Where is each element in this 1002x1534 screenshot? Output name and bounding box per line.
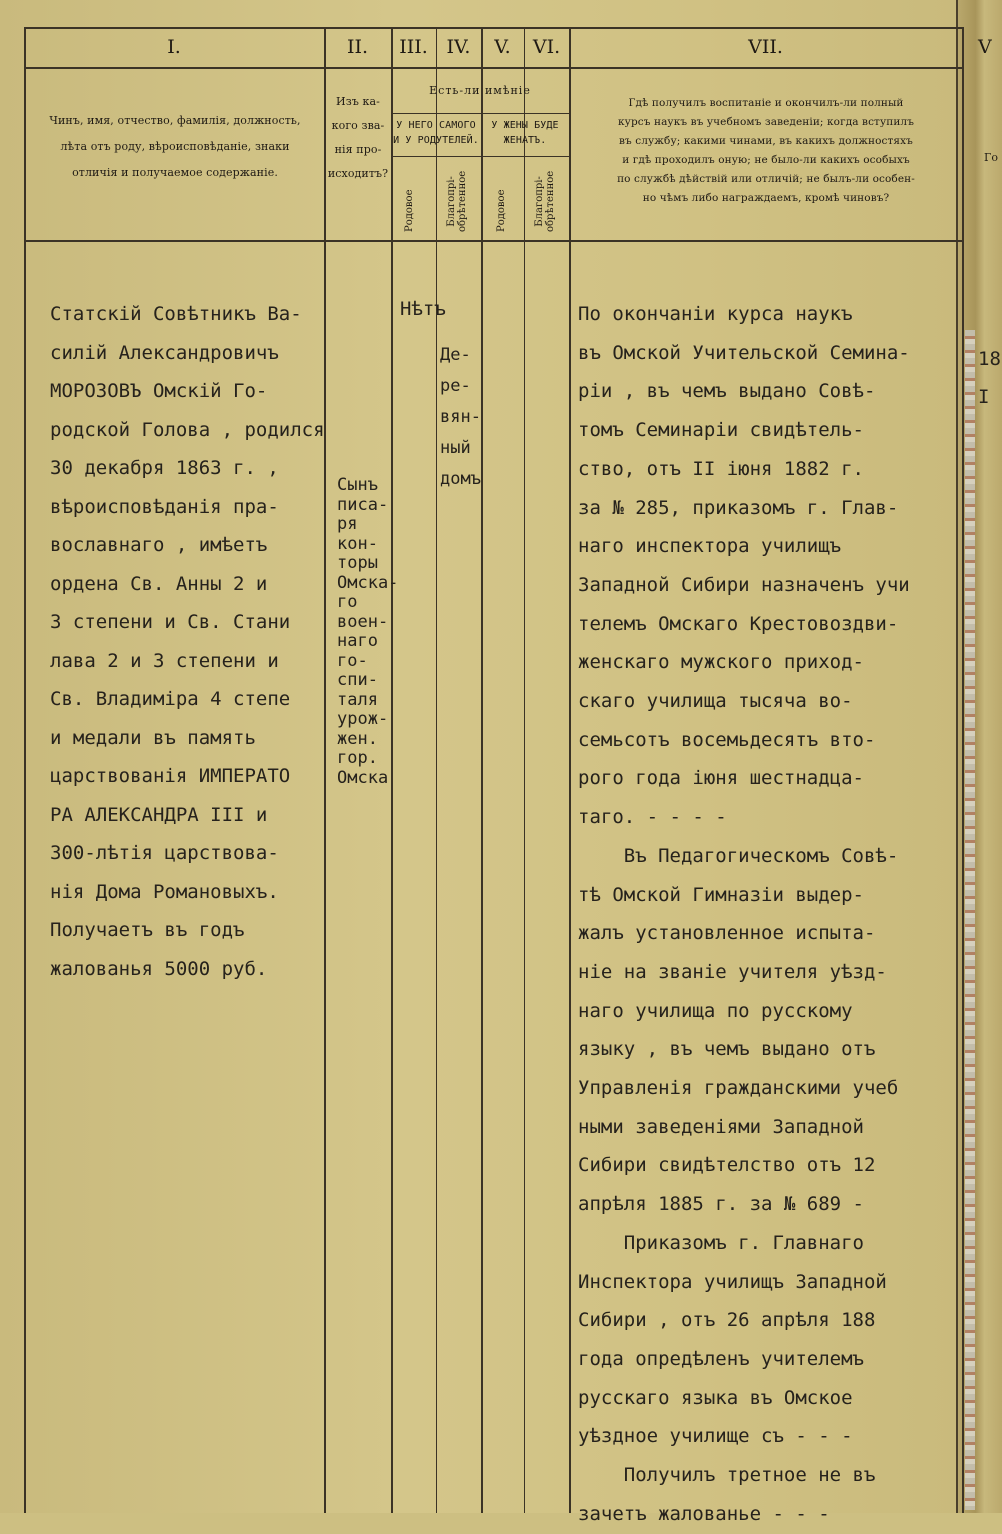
- estate-self-heading: [391, 118, 481, 148]
- estate-title-divider: [391, 113, 569, 114]
- binding-thread: [965, 330, 975, 1510]
- estate-sub-divider: [391, 156, 569, 157]
- col-number-4: IV.: [446, 36, 471, 58]
- col2-desc-line: исходитъ?: [327, 167, 389, 180]
- col2-desc-line: кого зва-: [331, 119, 385, 132]
- col-number-3: III.: [399, 36, 428, 58]
- col-number-6: VI.: [532, 36, 561, 58]
- border-left: [24, 27, 26, 1513]
- col7-education-service: По окончаніи курса наукъ въ Омской Учительской Семина- ріи , въ чемъ выдано Совѣ- томъ Семинаріи свидѣтель- ство, отъ II іюня 1882 г. за № 285, приказомъ г. Глав- наго инспектора училищъ Западной Сибири назначенъ учи телемъ Омскаго Крестовоздви- женскаго мужского приход- скаго училища тысяча во- семьсотъ восемьдесятъ вто- рого года іюня шестнадца- таго. - - - - Въ Педагогическомъ Совѣ- тѣ Омской Гимназіи выдер- жалъ установленное испыта- ніе на званіе учителя уѣзд- наго училища по русскому языку , въ чемъ выдано отъ Управленія гражданскими учеб ными заведеніями Западной Сибири свидѣтелство отъ 12 апрѣля 1885 г. за № 689 - Приказомъ г. Главнаго Инспектора училищъ Западной Сибири , отъ 26 апрѣля 188 года опредѣленъ учителемъ русскаго языка въ Омское уѣздное училище съ - - - Получилъ третное не въ зачетъ жалованье - - -: [578, 303, 910, 1525]
- col1-desc-line: лѣта отъ роду, вѣроисповѣданіе, знаки: [60, 140, 290, 153]
- col-number-7: VII.: [748, 36, 783, 58]
- divider-5-6: [524, 27, 525, 1513]
- divider-6-7: [569, 27, 571, 1513]
- col2-desc-line: Изъ ка-: [336, 95, 380, 108]
- col7-desc-line: курсъ наукъ въ учебномъ заведеніи; когда вступилъ: [618, 116, 914, 128]
- rodovoe-label-wife: Родовое: [496, 189, 507, 232]
- col3-estate-none: Нѣтъ: [400, 298, 446, 320]
- col7-desc-line: въ службу; какими чинами, въ какихъ должностяхъ: [619, 135, 913, 147]
- col7-desc-line: но чѣмъ либо награждаемъ, кромѣ чиновъ?: [642, 192, 890, 204]
- numbers-row-divider: [24, 67, 964, 69]
- col7-desc-line: Гдѣ получилъ воспитаніе и окончилъ-ли полный: [628, 97, 904, 109]
- estate-wife-heading: [481, 118, 569, 148]
- col7-description: [576, 94, 956, 208]
- top-border: [24, 27, 964, 29]
- col-number-5: V.: [494, 36, 511, 58]
- estate-self-line: У НЕГО САМОГО: [396, 120, 476, 131]
- col1-description: [30, 108, 320, 186]
- estate-self-line: И У РОДУТЕЛЕЙ.: [393, 135, 479, 146]
- col8-partial-text: 18 I: [978, 348, 1001, 408]
- divider-7-8: [962, 27, 964, 1513]
- col8-description: Го: [984, 151, 999, 164]
- col-number-2: II.: [346, 36, 369, 58]
- col1-desc-line: отличія и получаемое содержаніе.: [72, 166, 278, 179]
- blago-label-wife: Благопрі- обрѣтенное: [534, 170, 556, 232]
- col7-desc-line: по службѣ дѣйствій или отличій; не былъ-ли особен-: [617, 173, 915, 185]
- col-number-1: I.: [167, 36, 181, 58]
- col4-estate-house: Де- ре- вян- ный домъ: [440, 345, 481, 489]
- col1-service-record: Статскій Совѣтникъ Ва- силій Александровичъ МОРОЗОВЪ Омскій Го- родской Голова , родился 30 декабря 1863 г. , вѣроисповѣданія пра- вославнаго , имѣетъ ордена Св. Анны 2 и 3 степени и Св. Стани лава 2 и 3 степени и Св. Владиміра 4 степе и медали въ память царствованія ИМПЕРАТО РА АЛЕКСАНДРА III и 300-лѣтія царствова- нія Дома Романовыхъ. Получаетъ въ годъ жалованья 5000 руб.: [50, 303, 325, 980]
- header-bottom-border: [24, 240, 964, 242]
- estate-title: Есть-ли имѣніе: [429, 84, 531, 97]
- col2-origin: Сынъ писа- ря кон- торы Омска- го воен- наго го- спи- таля урож- жен. гор. Омска: [337, 475, 399, 788]
- rodovoe-label-self: Родовое: [404, 189, 415, 232]
- col1-desc-line: Чинъ, имя, отчество, фамилія, должность,: [49, 114, 301, 127]
- col2-description: [326, 90, 390, 186]
- estate-wife-line: У ЖЕНЫ БУДЕ: [491, 120, 559, 131]
- divider-4-5: [481, 27, 483, 1513]
- col7-desc-line: и гдѣ проходилъ оную; не было-ли какихъ особыхъ: [622, 154, 910, 166]
- col-number-8: V: [978, 36, 992, 58]
- blago-label-self: Благопрі- обрѣтенное: [446, 170, 468, 232]
- divider-3-4: [436, 27, 437, 1513]
- estate-wife-line: ЖЕНАТЪ.: [503, 135, 547, 146]
- col2-desc-line: нія про-: [334, 143, 382, 156]
